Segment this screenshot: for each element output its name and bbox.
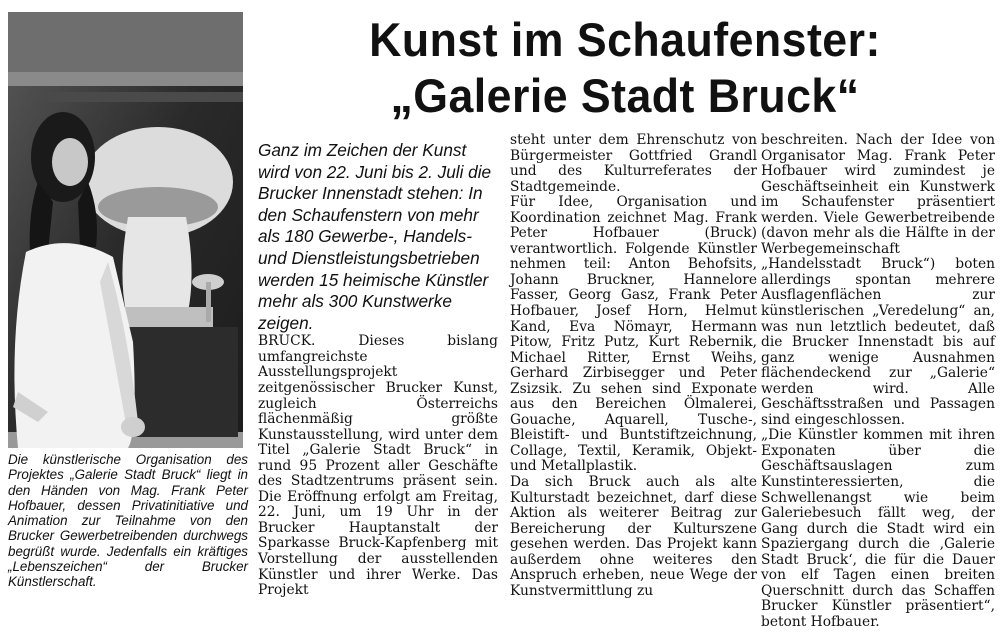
- article-lead: Ganz im Zeichen der Kunst wird von 22. Juni bis 2. Juli die Brucker Innenstadt stehen: In den Schaufenstern von mehr als 180 Gewerbe-, Handels- und Dienstleistungsbetrieben werden 15 heimische Künstler mehr als 300 Kunstwerke zeigen.: [258, 140, 492, 333]
- artist-photo: [8, 12, 243, 448]
- article-column-2: [510, 133, 757, 599]
- article-column-1: [258, 140, 498, 599]
- photo-artist-with-sculpture-icon: [8, 12, 243, 448]
- headline: [274, 12, 977, 124]
- article-paragraph: „Die Künstler kommen mit ihren Exponaten über die Geschäftsauslagen zum Kunstinteressierten, die Schwellenangst wie beim Galeriebesuch fällt weg, der Gang durch die Stadt wird ein Spaziergang durch die ‚Galerie Stadt Bruck‘, die für die Dauer von elf Tagen einen breiten Querschnitt durch das Schaffen Brucker Künstler präsentiert“, betont Hofbauer.: [761, 427, 995, 630]
- article-paragraph: Für Idee, Organisation und Koordination zeichnet Mag. Frank Peter Hofbauer (Bruck) verantwortlich. Folgende Künstler nehmen teil: Anton Behofsits, Johann Bruckner, Hannelore Fasser, Georg Gasz, Frank Peter Hofbauer, Josef Horn, Helmut Kand, Eva Nömayr, Hermann Pitow, Fritz Putz, Kurt Rebernik, Michael Ritter, Ernst Weihs, Gerhard Zirbisegger und Peter Zsizsik. Zu sehen sind Exponate aus den Bereichen Ölmalerei, Gouache, Aquarell, Tusche-, Bleistift- und Buntstiftzeichnung, Collage, Textil, Keramik, Objekt- und Metallplastik.: [510, 194, 757, 475]
- article-paragraph: BRUCK. Dieses bislang umfangreichste Ausstellungsprojekt zeitgenössischer Brucker Kunst, zugleich Österreichs flächenmäßig größte Kunstausstellung, wird unter dem Titel „Galerie Stadt Bruck“ in rund 95 Prozent aller Geschäfte des Stadtzentrums präsent sein. Die Eröffnung erfolgt am Freitag, 22. Juni, um 19 Uhr in der Brucker Hauptanstalt der Sparkasse Bruck-Kapfenberg mit Vorstellung der ausstellenden Künstler und ihrer Werke. Das Projekt: [258, 333, 498, 599]
- headline-line-1: Kunst im Schaufenster:: [369, 13, 881, 66]
- article-column-3: [761, 133, 995, 631]
- photo-caption: Die künstlerische Organisation des Projektes „Galerie Stadt Bruck“ liegt in den Händen von Mag. Frank Peter Hofbauer, dessen Privatinitiative und Animation zur Teilnahme von den Brucker Gewerbetreibenden durchwegs begrüßt wurde. Jedenfalls ein kräftiges „Lebenszeichen“ der Brucker Künstlerschaft.: [8, 452, 248, 590]
- article-paragraph: Da sich Bruck auch als alte Kulturstadt bezeichnet, darf diese Aktion als weiterer Beitrag zur Bereicherung der Kulturszene gesehen werden. Das Projekt kann außerdem ohne weiteres den Anspruch erheben, neue Wege der Kunstvermittlung zu: [510, 474, 757, 599]
- headline-line-2: „Galerie Stadt Bruck“: [390, 69, 860, 122]
- article-paragraph: beschreiten. Nach der Idee von Organisator Mag. Frank Peter Hofbauer wird zumindest je Geschäftseinheit ein Kunstwerk im Schaufenster präsentiert werden. Viele Gewerbetreibende (davon mehr als die Hälfte in der Werbegemeinschaft „Handelsstadt Bruck“) boten allerdings spontan mehrere Ausflagenflächen zur künstlerischen „Veredelung“ an, was nun letztlich bedeutet, daß die Brucker Innenstadt bis auf ganz wenige Ausnahmen flächendeckend zur „Galerie“ werden wird. Alle Geschäftsstraßen und Passagen sind eingeschlossen.: [761, 132, 995, 428]
- article-paragraph: steht unter dem Ehrenschutz von Bürgermeister Gottfried Grandl und des Kulturreferates der Stadtgemeinde.: [510, 132, 757, 195]
